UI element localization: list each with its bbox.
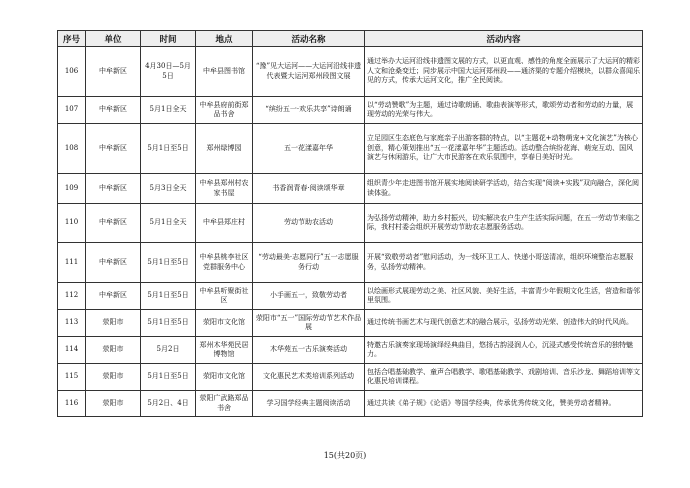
table-row <box>58 97 643 124</box>
cell-time: 5月3日全天 <box>141 174 196 204</box>
cell-place: 中牟县郑庄村 <box>196 204 253 243</box>
cell-time: 4月30日—5月5日 <box>141 47 196 97</box>
cell-place: 中牟县府前街郑品书舍 <box>196 97 253 124</box>
cell-unit: 荥阳市 <box>86 364 141 391</box>
cell-number: 114 <box>58 337 86 364</box>
cell-activity-name: 小手画五一，致敬劳动者 <box>253 283 365 310</box>
table-row <box>58 174 643 204</box>
cell-activity-content: 特邀古乐演奏家现场演绎经典曲目，悠扬古韵浸润人心，沉浸式感受传统音乐的独特魅力。 <box>365 337 643 364</box>
cell-activity-content: 立足园区生态底色与家庭亲子出游客群的特点，以“主题花+动物萌宠+文化演艺”为核心创意，精心策划推出“五一花漾嘉年华”主题活动。活动整合缤纷花海、萌宠互动、国风演艺与休闲游乐，让广大市民游客在欢乐氛围中，享春日美好时光。 <box>365 124 643 174</box>
header-cell-number: 序号 <box>58 31 86 47</box>
table-header-row <box>58 31 643 47</box>
cell-place: 中牟县郑州村农家书屋 <box>196 174 253 204</box>
cell-number: 113 <box>58 310 86 337</box>
table-row <box>58 204 643 243</box>
cell-activity-name: 荥阳市“五一”国际劳动节艺术作品展 <box>253 310 365 337</box>
cell-activity-name: “缤纷五一·欢乐共享”诗朗诵 <box>253 97 365 124</box>
cell-time: 5月1日全天 <box>141 97 196 124</box>
cell-activity-content: 组织青少年走进图书馆开展实地阅读研学活动，结合实现“阅读+实践”双向融合，深化阅读体验。 <box>365 174 643 204</box>
cell-place: 中牟县桃李社区党群服务中心 <box>196 243 253 283</box>
header-cell-activity-content: 活动内容 <box>365 31 643 47</box>
cell-number: 115 <box>58 364 86 391</box>
cell-unit: 荥阳市 <box>86 337 141 364</box>
table-row <box>58 364 643 391</box>
cell-activity-name: 木华苑五一古乐演奏活动 <box>253 337 365 364</box>
cell-unit: 中牟新区 <box>86 283 141 310</box>
cell-place: 中牟县听聚街社区 <box>196 283 253 310</box>
cell-place: 荥阳市文化馆 <box>196 364 253 391</box>
header-cell-time: 时间 <box>141 31 196 47</box>
table-row <box>58 283 643 310</box>
cell-unit: 中牟新区 <box>86 174 141 204</box>
events-table <box>57 30 643 417</box>
header-cell-place: 地点 <box>196 31 253 47</box>
cell-activity-name: 文化惠民艺术类培训系列活动 <box>253 364 365 391</box>
cell-number: 109 <box>58 174 86 204</box>
cell-place: 郑州木华苑民居博物馆 <box>196 337 253 364</box>
page-number: 15(共20页) <box>323 451 367 460</box>
header-cell-unit: 单位 <box>86 31 141 47</box>
cell-place: 中牟县图书馆 <box>196 47 253 97</box>
cell-unit: 中牟新区 <box>86 97 141 124</box>
table-row <box>58 47 643 97</box>
cell-unit: 荥阳市 <box>86 310 141 337</box>
cell-activity-content: 包括合唱基础教学、童声合唱教学、歌唱基础教学、戏剧培训、音乐沙龙、舞蹈培训等文化惠民培训课程。 <box>365 364 643 391</box>
cell-activity-content: 以“劳动赞歌”为主题，通过诗歌朗诵、歌曲表演等形式，歌颂劳动者和劳动的力量，展现劳动的光荣与伟大。 <box>365 97 643 124</box>
cell-activity-name: 五一花漾嘉年华 <box>253 124 365 174</box>
cell-number: 110 <box>58 204 86 243</box>
cell-time: 5月1日至5日 <box>141 310 196 337</box>
cell-activity-content: 以绘画形式展现劳动之美、社区风貌、美好生活，丰富青少年假期文化生活，营造和谐邻里氛围。 <box>365 283 643 310</box>
cell-time: 5月1日至5日 <box>141 283 196 310</box>
cell-unit: 中牟新区 <box>86 124 141 174</box>
cell-activity-name: 学习国学经典主题阅读活动 <box>253 391 365 417</box>
cell-place: 荥阳广武路郑品书舍 <box>196 391 253 417</box>
cell-number: 107 <box>58 97 86 124</box>
cell-place: 郑州绿博园 <box>196 124 253 174</box>
cell-time: 5月2日、4日 <box>141 391 196 417</box>
cell-number: 106 <box>58 47 86 97</box>
cell-time: 5月1日全天 <box>141 204 196 243</box>
cell-activity-name: “豫”见大运河——大运河沿线非遗代表暨大运河郑州段图文展 <box>253 47 365 97</box>
cell-activity-content: 通过共读《弟子规》《论语》等国学经典，传承优秀传统文化，赞美劳动者精神。 <box>365 391 643 417</box>
cell-activity-content: 通过举办大运河沿线非遗图文展的方式，以更直观、感性的角度全面展示了大运河的精彩人文和沧桑变迁；同步展示中国大运河郑州段——通济渠的专题介绍模块，以群众喜闻乐见的方式，传承大运河文化，推广全民阅读。 <box>365 47 643 97</box>
cell-number: 112 <box>58 283 86 310</box>
cell-activity-name: “劳动最美·志愿同行”五一志愿服务行动 <box>253 243 365 283</box>
cell-activity-content: 通过传统书画艺术与现代创意艺术的融合展示，弘扬劳动光荣、创造伟大的时代风尚。 <box>365 310 643 337</box>
table-row <box>58 124 643 174</box>
cell-activity-content: 开展“致敬劳动者”慰问活动，为一线环卫工人、快递小哥送清凉，组织环境整治志愿服务，弘扬劳动精神。 <box>365 243 643 283</box>
table-row <box>58 310 643 337</box>
cell-activity-name: 劳动节助农活动 <box>253 204 365 243</box>
cell-place: 荥阳市文化馆 <box>196 310 253 337</box>
table-row <box>58 337 643 364</box>
cell-unit: 中牟新区 <box>86 47 141 97</box>
cell-activity-content: 为弘扬劳动精神，助力乡村振兴，切实解决农户生产生活实际问题，在五一劳动节来临之际，我村村委会组织开展劳动节助农志愿服务活动。 <box>365 204 643 243</box>
cell-unit: 中牟新区 <box>86 204 141 243</box>
cell-time: 5月1日至5日 <box>141 124 196 174</box>
cell-unit: 中牟新区 <box>86 243 141 283</box>
table-row <box>58 391 643 417</box>
cell-time: 5月2日 <box>141 337 196 364</box>
cell-unit: 荥阳市 <box>86 391 141 417</box>
cell-time: 5月1日至5日 <box>141 364 196 391</box>
header-cell-activity-name: 活动名称 <box>253 31 365 47</box>
cell-number: 116 <box>58 391 86 417</box>
cell-activity-name: 书香润青春·阅读颂华章 <box>253 174 365 204</box>
cell-number: 108 <box>58 124 86 174</box>
cell-time: 5月1日至5日 <box>141 243 196 283</box>
table-row <box>58 243 643 283</box>
cell-number: 111 <box>58 243 86 283</box>
